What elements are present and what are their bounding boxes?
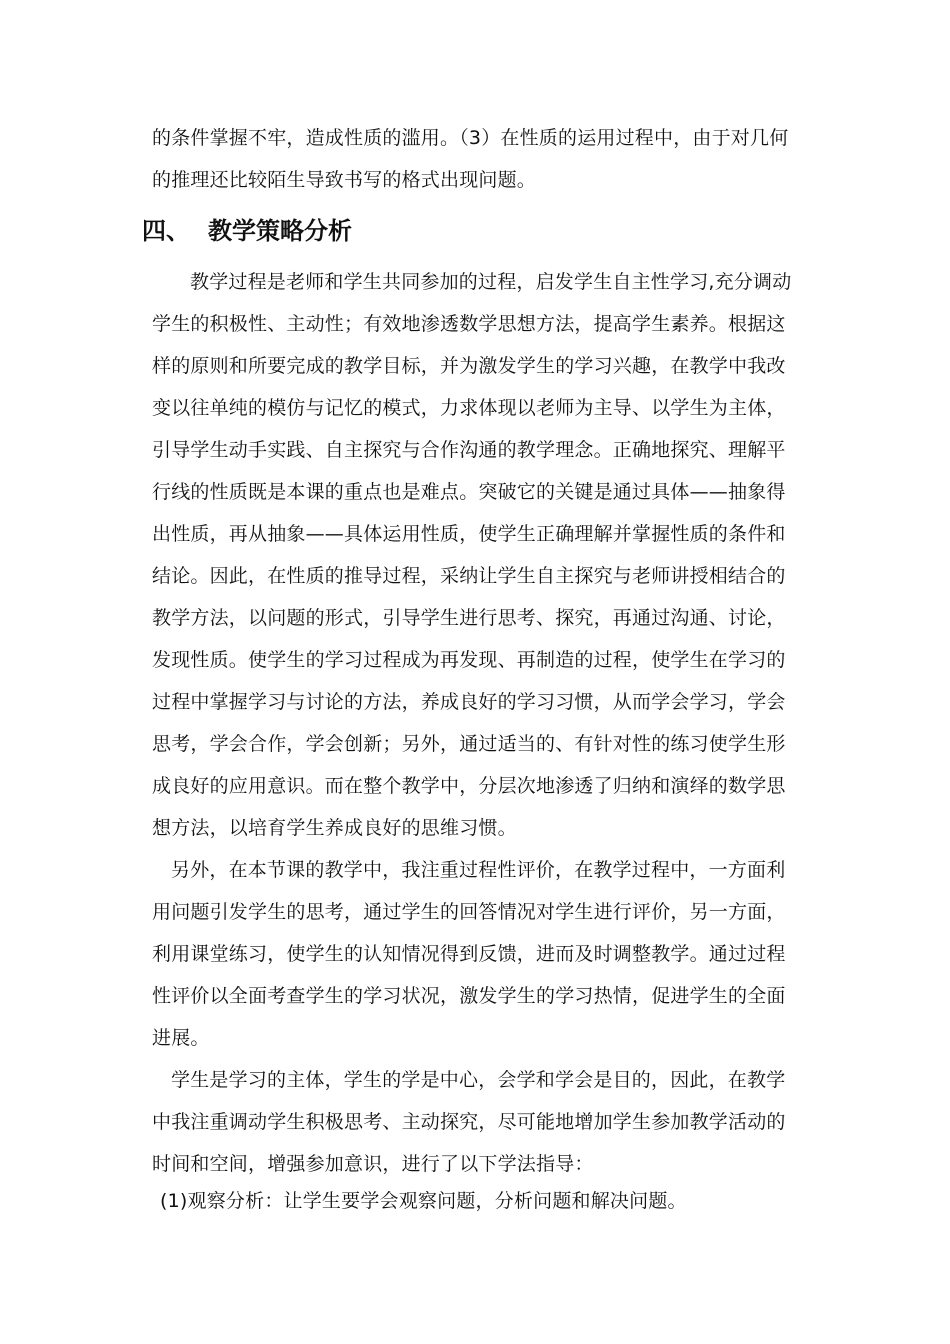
text-line: 想方法，以培育学生养成良好的思维习惯。 <box>152 817 517 839</box>
text-line: 时间和空间，增强参加意识，进行了以下学法指导： <box>152 1153 594 1175</box>
text-line: 利用课堂练习，使学生的认知情况得到反馈，进而及时调整教学。通过过程 <box>152 943 786 965</box>
text-line: 过程中掌握学习与讨论的方法，养成良好的学习习惯，从而学会学习，学会 <box>152 691 786 713</box>
text-line: 行线的性质既是本课的重点也是难点。突破它的关键是通过具体——抽象得 <box>152 481 786 503</box>
text-line: 用问题引发学生的思考，通过学生的回答情况对学生进行评价，另一方面， <box>152 901 786 923</box>
text-line: 变以往单纯的模仿与记忆的模式，力求体现以老师为主导、以学生为主体， <box>152 397 786 419</box>
text-line: 思考，学会合作，学会创新；另外，通过适当的、有针对性的练习使学生形 <box>152 733 786 755</box>
text-line: 出性质，再从抽象——具体运用性质，使学生正确理解并掌握性质的条件和 <box>152 523 786 545</box>
text-line: 进展。 <box>152 1027 210 1049</box>
text-line: 学生是学习的主体，学生的学是中心，会学和学会是目的，因此，在教学 <box>171 1069 786 1091</box>
list-item: (1)观察分析：让学生要学会观察问题，分析问题和解决问题。 <box>160 1190 687 1212</box>
text-line: 教学方法，以问题的形式，引导学生进行思考、探究，再通过沟通、讨论， <box>152 607 786 629</box>
text-line: 结论。因此，在性质的推导过程，采纳让学生自主探究与老师讲授相结合的 <box>152 565 786 587</box>
text-line: 引导学生动手实践、自主探究与合作沟通的教学理念。正确地探究、理解平 <box>152 439 786 461</box>
section-heading <box>142 203 800 259</box>
section-number: 四、 <box>142 217 190 245</box>
previous-paragraph <box>152 117 800 201</box>
paragraph-teaching-process <box>152 261 800 849</box>
paragraph-learning-guidance <box>152 1059 800 1185</box>
text-line: 的条件掌握不牢，造成性质的滥用。（3）在性质的运用过程中，由于对几何 <box>152 127 789 149</box>
text-line: 教学过程是老师和学生共同参加的过程，启发学生自主性学习,充分调动 <box>190 271 792 293</box>
text-line: 发现性质。使学生的学习过程成为再发现、再制造的过程，使学生在学习的 <box>152 649 786 671</box>
text-line: 中我注重调动学生积极思考、主动探究，尽可能地增加学生参加教学活动的 <box>152 1111 786 1133</box>
paragraph-evaluation <box>152 849 800 1059</box>
text-line: 样的原则和所要完成的教学目标，并为激发学生的学习兴趣，在教学中我改 <box>152 355 786 377</box>
document-body <box>142 117 800 1217</box>
text-line: 另外，在本节课的教学中，我注重过程性评价，在教学过程中，一方面利 <box>171 859 786 881</box>
text-line: 性评价以全面考查学生的学习状况，激发学生的学习热情，促进学生的全面 <box>152 985 786 1007</box>
section-title: 教学策略分析 <box>208 217 352 245</box>
text-line: 成良好的应用意识。而在整个教学中，分层次地渗透了归纳和演绎的数学思 <box>152 775 786 797</box>
text-line: 的推理还比较陌生导致书写的格式出现问题。 <box>152 169 537 191</box>
text-line: 学生的积极性、主动性；有效地渗透数学思想方法，提高学生素养。根据这 <box>152 313 786 335</box>
